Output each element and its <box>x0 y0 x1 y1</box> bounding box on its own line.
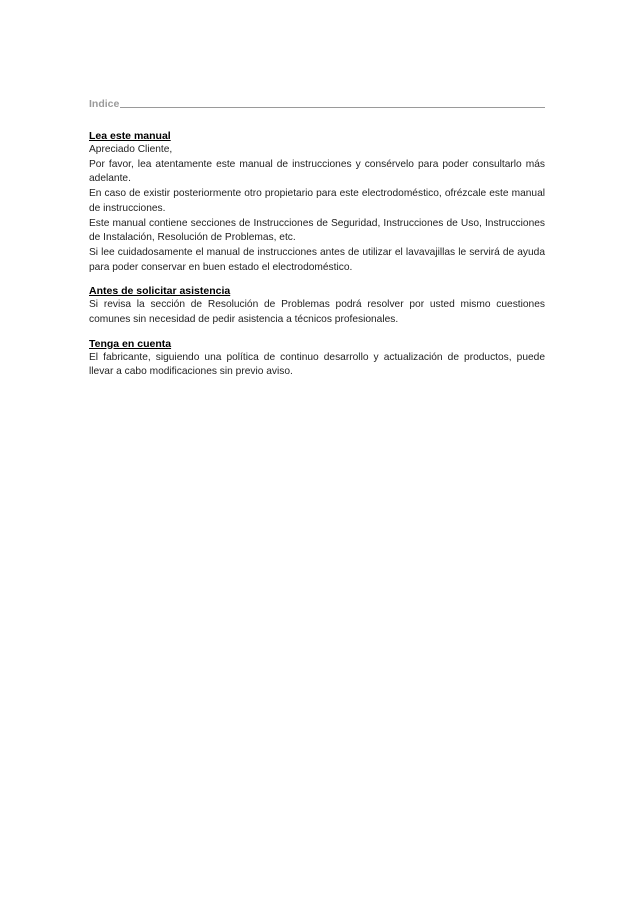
paragraph: Este manual contiene secciones de Instrucciones de Seguridad, Instrucciones de Uso, Instrucciones de Instalación, Resolución de Problemas, etc. <box>89 217 545 244</box>
section-title: Lea este manual <box>89 130 171 142</box>
section-title: Antes de solicitar asistencia <box>89 285 231 298</box>
index-title: Indice <box>89 98 120 110</box>
index-header <box>89 96 545 110</box>
paragraph: Si revisa la sección de Resolución de Problemas podrá resolver por usted mismo cuestiones comunes sin necesidad de pedir asistencia a técnicos profesionales. <box>89 299 545 326</box>
paragraph: En caso de existir posteriormente otro propietario para este electrodoméstico, ofrézcale este manual de instrucciones. <box>89 188 545 214</box>
paragraph: El fabricante, siguiendo una política de continuo desarrollo y actualización de productos, puede llevar a cabo modificaciones sin previo aviso. <box>89 351 545 378</box>
page-content <box>89 96 545 390</box>
paragraph: Por favor, lea atentamente este manual de instrucciones y consérvelo para poder consultarlo más adelante. <box>89 158 545 185</box>
paragraph: Si lee cuidadosamente el manual de instrucciones antes de utilizar el lavavajillas le servirá de ayuda para poder conservar en buen estado el electrodoméstico. <box>89 246 545 273</box>
section-lea-este-manual <box>89 130 545 275</box>
section-tenga-en-cuenta <box>89 338 545 380</box>
index-rule <box>120 107 545 108</box>
paragraph: Apreciado Cliente, <box>89 144 173 155</box>
section-antes-de-solicitar-asistencia <box>89 285 545 327</box>
section-title: Tenga en cuenta <box>89 337 172 350</box>
